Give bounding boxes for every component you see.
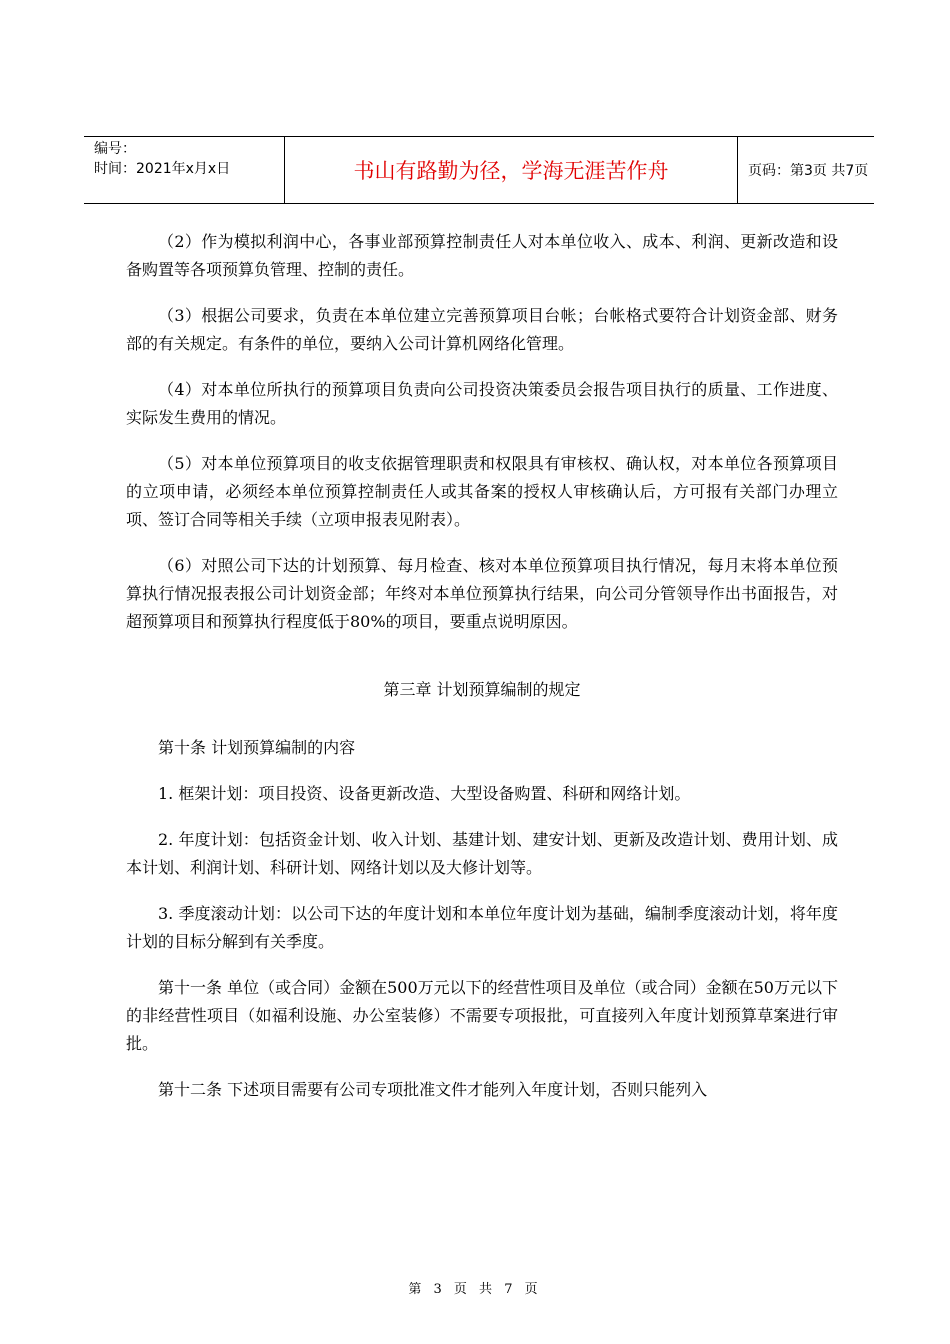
paragraph: （2）作为模拟利润中心，各事业部预算控制责任人对本单位收入、成本、利润、更新改造和设备购置等各项预算负管理、控制的责任。 [126, 232, 838, 279]
header-page-info: 页码：第3页 共7页 [748, 163, 869, 179]
paragraph: 3. 季度滚动计划：以公司下达的年度计划和本单位年度计划为基础，编制季度滚动计划，将年度计划的目标分解到有关季度。 [126, 904, 838, 951]
document-time-label: 时间：2021年x月x日 [94, 161, 231, 177]
paragraph: （5）对本单位预算项目的收支依据管理职责和权限具有审核权、确认权，对本单位各预算项目的立项申请，必须经本单位预算控制责任人或其备案的授权人审核确认后，方可报有关部门办理立项、签订合同等相关手续（立项申报表见附表）。 [126, 454, 838, 529]
chapter-title: 第三章 计划预算编制的规定 [383, 680, 581, 699]
page-header [84, 136, 874, 204]
paragraph: 第十二条 下述项目需要有公司专项批准文件才能列入年度计划，否则只能列入 [158, 1080, 708, 1099]
paragraph: （4）对本单位所执行的预算项目负责向公司投资决策委员会报告项目执行的质量、工作进度、实际发生费用的情况。 [126, 380, 838, 427]
header-left-cell [94, 139, 294, 179]
paragraph: 1. 框架计划：项目投资、设备更新改造、大型设备购置、科研和网络计划。 [158, 784, 691, 803]
document-number-label: 编号： [94, 141, 136, 157]
paragraph: 2. 年度计划：包括资金计划、收入计划、基建计划、建安计划、更新及改造计划、费用计划、成本计划、利润计划、科研计划、网络计划以及大修计划等。 [126, 830, 838, 877]
article-heading: 第十条 计划预算编制的内容 [158, 738, 356, 757]
paragraph: 第十一条 单位（或合同）金额在500万元以下的经营性项目及单位（或合同）金额在50万元以下的非经营性项目（如福利设施、办公室装修）不需要专项报批，可直接列入年度计划预算草案进行审批。 [126, 978, 838, 1053]
paragraph: （6）对照公司下达的计划预算、每月检查、核对本单位预算项目执行情况，每月末将本单位预算执行情况报表报公司计划资金部；年终对本单位预算执行结果，向公司分管领导作出书面报告，对超预算项目和预算执行程度低于80%的项目，要重点说明原因。 [126, 556, 838, 631]
paragraph: （3）根据公司要求，负责在本单位建立完善预算项目台帐；台帐格式要符合计划资金部、财务部的有关规定。有条件的单位，要纳入公司计算机网络化管理。 [126, 306, 838, 353]
header-slogan: 书山有路勤为径，学海无涯苦作舟 [284, 137, 738, 203]
footer-page-number: 第 3 页 共 7 页 [408, 1282, 542, 1297]
page-footer [0, 1278, 950, 1297]
document-body [126, 228, 838, 1122]
